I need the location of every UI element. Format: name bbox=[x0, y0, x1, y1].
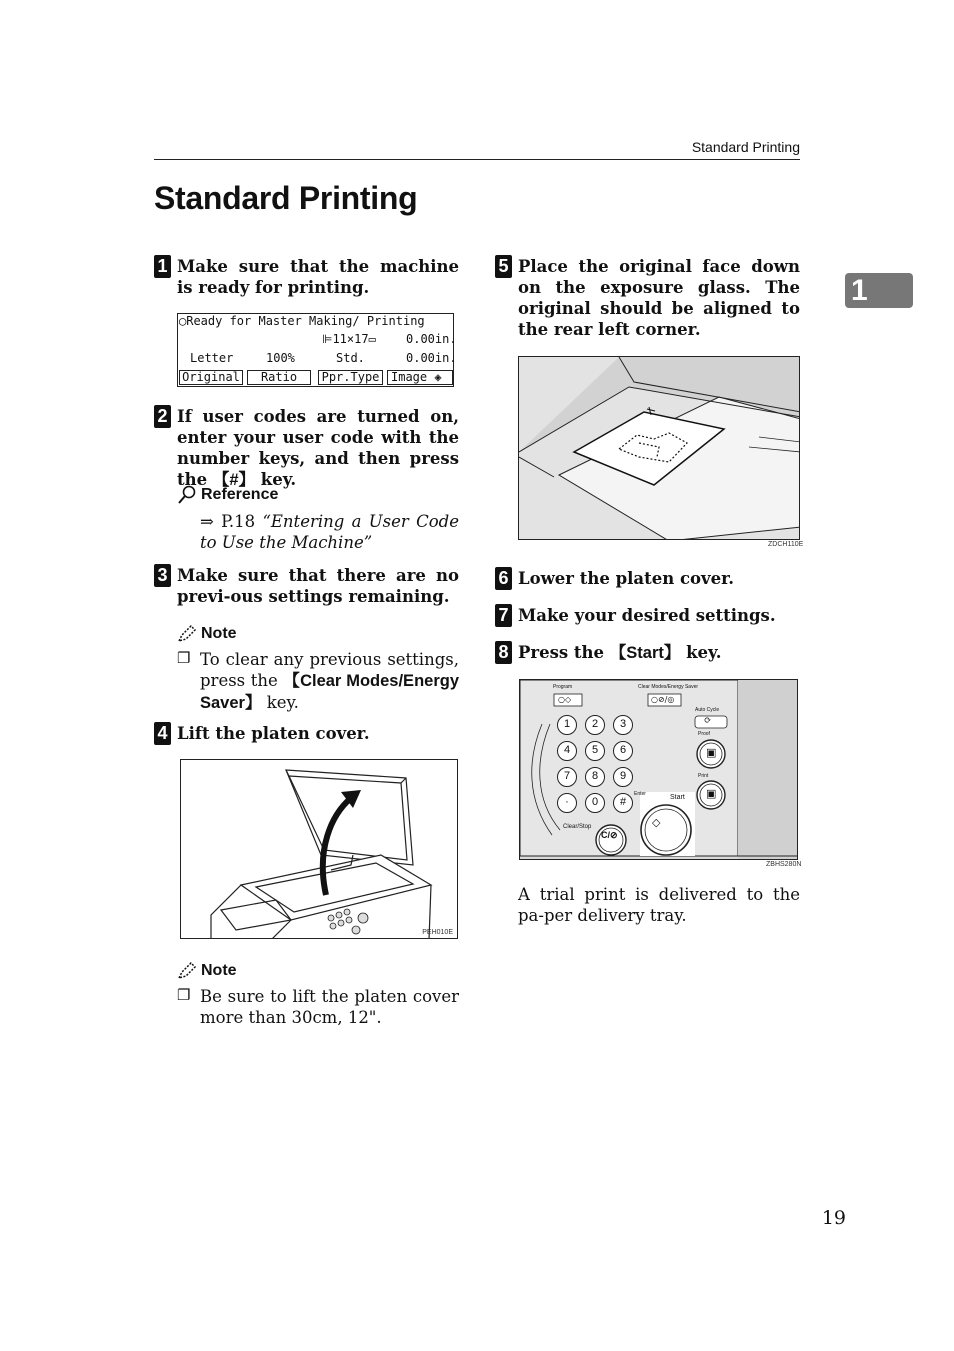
magnifier-icon bbox=[177, 485, 197, 505]
number-key-6[interactable]: 6 bbox=[613, 741, 633, 761]
step-text: If user codes are turned on, enter your user code with the number keys, and then press the 【#】 key. bbox=[177, 407, 459, 489]
note-heading: Note bbox=[177, 961, 459, 981]
number-keypad bbox=[557, 715, 641, 815]
trial-print-text: A trial print is delivered to the pa-per delivery tray. bbox=[518, 885, 800, 925]
lcd-ratio-button[interactable]: Ratio bbox=[247, 370, 311, 385]
clear-modes-label: Clear Modes/Energy Saver bbox=[638, 684, 699, 690]
step-text: Press the 【Start】 key. bbox=[518, 643, 722, 662]
step-number: 5 bbox=[495, 255, 512, 278]
step-text: Lift the platen cover. bbox=[177, 724, 370, 743]
lcd-value-2: 0.00in. bbox=[406, 351, 457, 365]
step-number: 1 bbox=[154, 255, 171, 278]
note-block-2 bbox=[177, 961, 459, 1028]
page-title: Standard Printing bbox=[154, 180, 418, 216]
note-heading: Note bbox=[177, 624, 459, 644]
number-key-3[interactable]: 3 bbox=[613, 715, 633, 735]
lcd-type: Std. bbox=[336, 351, 365, 365]
pencil-icon bbox=[177, 962, 197, 980]
lcd-ratio: 100% bbox=[266, 351, 295, 365]
number-key-7[interactable]: 7 bbox=[557, 767, 577, 787]
step-number: 8 bbox=[495, 641, 512, 664]
glass-drawing bbox=[519, 357, 800, 540]
chapter-tab: 1 bbox=[845, 273, 913, 308]
running-header: Standard Printing bbox=[691, 139, 800, 155]
auto-cycle-label: Auto Cycle bbox=[695, 707, 720, 713]
lcd-panel bbox=[177, 313, 457, 387]
number-key-dot[interactable]: · bbox=[557, 793, 577, 813]
lcd-status-line: ◯Ready for Master Making/ Printing bbox=[179, 314, 425, 328]
exposure-glass-illustration bbox=[518, 356, 800, 540]
reference-text: ⇒ P.18 “Entering a User Code to Use the Machine” bbox=[200, 512, 459, 552]
clear-modes-key-label: 【Clear Modes/Energy Saver】 bbox=[200, 672, 459, 712]
step-text: Make your desired settings. bbox=[518, 606, 776, 625]
step-text: Place the original face down on the exposure glass. The original should be aligned to the rear left corner. bbox=[518, 257, 800, 339]
lcd-original-button[interactable]: Original bbox=[179, 370, 243, 385]
paper-orientation-icon: ▭ bbox=[368, 332, 376, 346]
image-mode-icon: ◈ bbox=[434, 370, 442, 384]
reference-block bbox=[177, 485, 459, 553]
number-key-0[interactable]: 0 bbox=[585, 793, 605, 813]
platen-cover-illustration bbox=[180, 759, 458, 939]
number-key-2[interactable]: 2 bbox=[585, 715, 605, 735]
print-key-icon[interactable]: ▣ bbox=[706, 787, 717, 800]
number-key-8[interactable]: 8 bbox=[585, 767, 605, 787]
reference-heading: Reference bbox=[177, 485, 459, 505]
step-number: 2 bbox=[154, 405, 171, 428]
note-text: To clear any previous settings, press the 【Clear Modes/Energy Saver】 key. bbox=[200, 650, 459, 712]
number-key-5[interactable]: 5 bbox=[585, 741, 605, 761]
ready-icon: ◯ bbox=[179, 314, 187, 328]
platen-drawing bbox=[181, 760, 458, 939]
proof-key-icon[interactable]: ▣ bbox=[706, 746, 717, 759]
step-text: Lower the platen cover. bbox=[518, 569, 735, 588]
step-number: 6 bbox=[495, 567, 512, 590]
note-block-1 bbox=[177, 624, 459, 714]
lcd-paper-size: ⊫11×17▭ bbox=[322, 332, 376, 346]
operation-panel-illustration bbox=[519, 679, 798, 860]
number-key-9[interactable]: 9 bbox=[613, 767, 633, 787]
pencil-icon bbox=[177, 625, 197, 643]
program-label: Program bbox=[553, 684, 573, 690]
clear-stop-key[interactable]: C/⊘ bbox=[601, 830, 618, 840]
enter-label: Enter bbox=[634, 791, 646, 797]
number-key-hash[interactable]: # bbox=[613, 793, 633, 813]
lcd-paper-type-button[interactable]: Ppr.Type bbox=[318, 370, 383, 385]
figure-code: PEH010E bbox=[422, 929, 453, 936]
auto-cycle-key-icon[interactable]: ⟳ bbox=[704, 716, 712, 726]
start-label: Start bbox=[670, 794, 685, 801]
lcd-image-button[interactable]: Image ◈ bbox=[387, 370, 453, 385]
note-text: Be sure to lift the platen cover more than 30cm, 12". bbox=[200, 987, 459, 1027]
lcd-paper: Letter bbox=[190, 351, 234, 365]
start-key-label: 【Start】 bbox=[609, 644, 681, 662]
figure-code: ZBHS280N bbox=[766, 861, 802, 868]
print-label: Print bbox=[698, 773, 709, 779]
step-number: 3 bbox=[154, 564, 171, 587]
figure-code: ZDCH110E bbox=[768, 541, 804, 548]
step-number: 4 bbox=[154, 722, 171, 745]
page-number: 19 bbox=[821, 1207, 846, 1229]
checkbox-bullet-icon: ❐ bbox=[177, 986, 191, 1004]
lcd-value-1: 0.00in. bbox=[406, 332, 457, 346]
clear-modes-key-icon[interactable]: ○⊘/◎ bbox=[651, 695, 675, 704]
number-key-4[interactable]: 4 bbox=[557, 741, 577, 761]
header-rule bbox=[154, 159, 800, 160]
clear-stop-label: Clear/Stop bbox=[563, 824, 592, 830]
hash-key-label: 【#】 bbox=[212, 471, 256, 489]
start-key-icon[interactable]: ◇ bbox=[652, 816, 661, 829]
proof-label: Proof bbox=[698, 731, 710, 737]
step-number: 7 bbox=[495, 604, 512, 627]
program-key-icon[interactable]: ○◇ bbox=[558, 695, 572, 704]
paper-tray-icon: ⊫ bbox=[322, 332, 333, 346]
step-text: Make sure that there are no previ-ous settings remaining. bbox=[177, 566, 459, 606]
step-text: Make sure that the machine is ready for printing. bbox=[177, 257, 459, 297]
checkbox-bullet-icon: ❐ bbox=[177, 649, 191, 667]
number-key-1[interactable]: 1 bbox=[557, 715, 577, 735]
